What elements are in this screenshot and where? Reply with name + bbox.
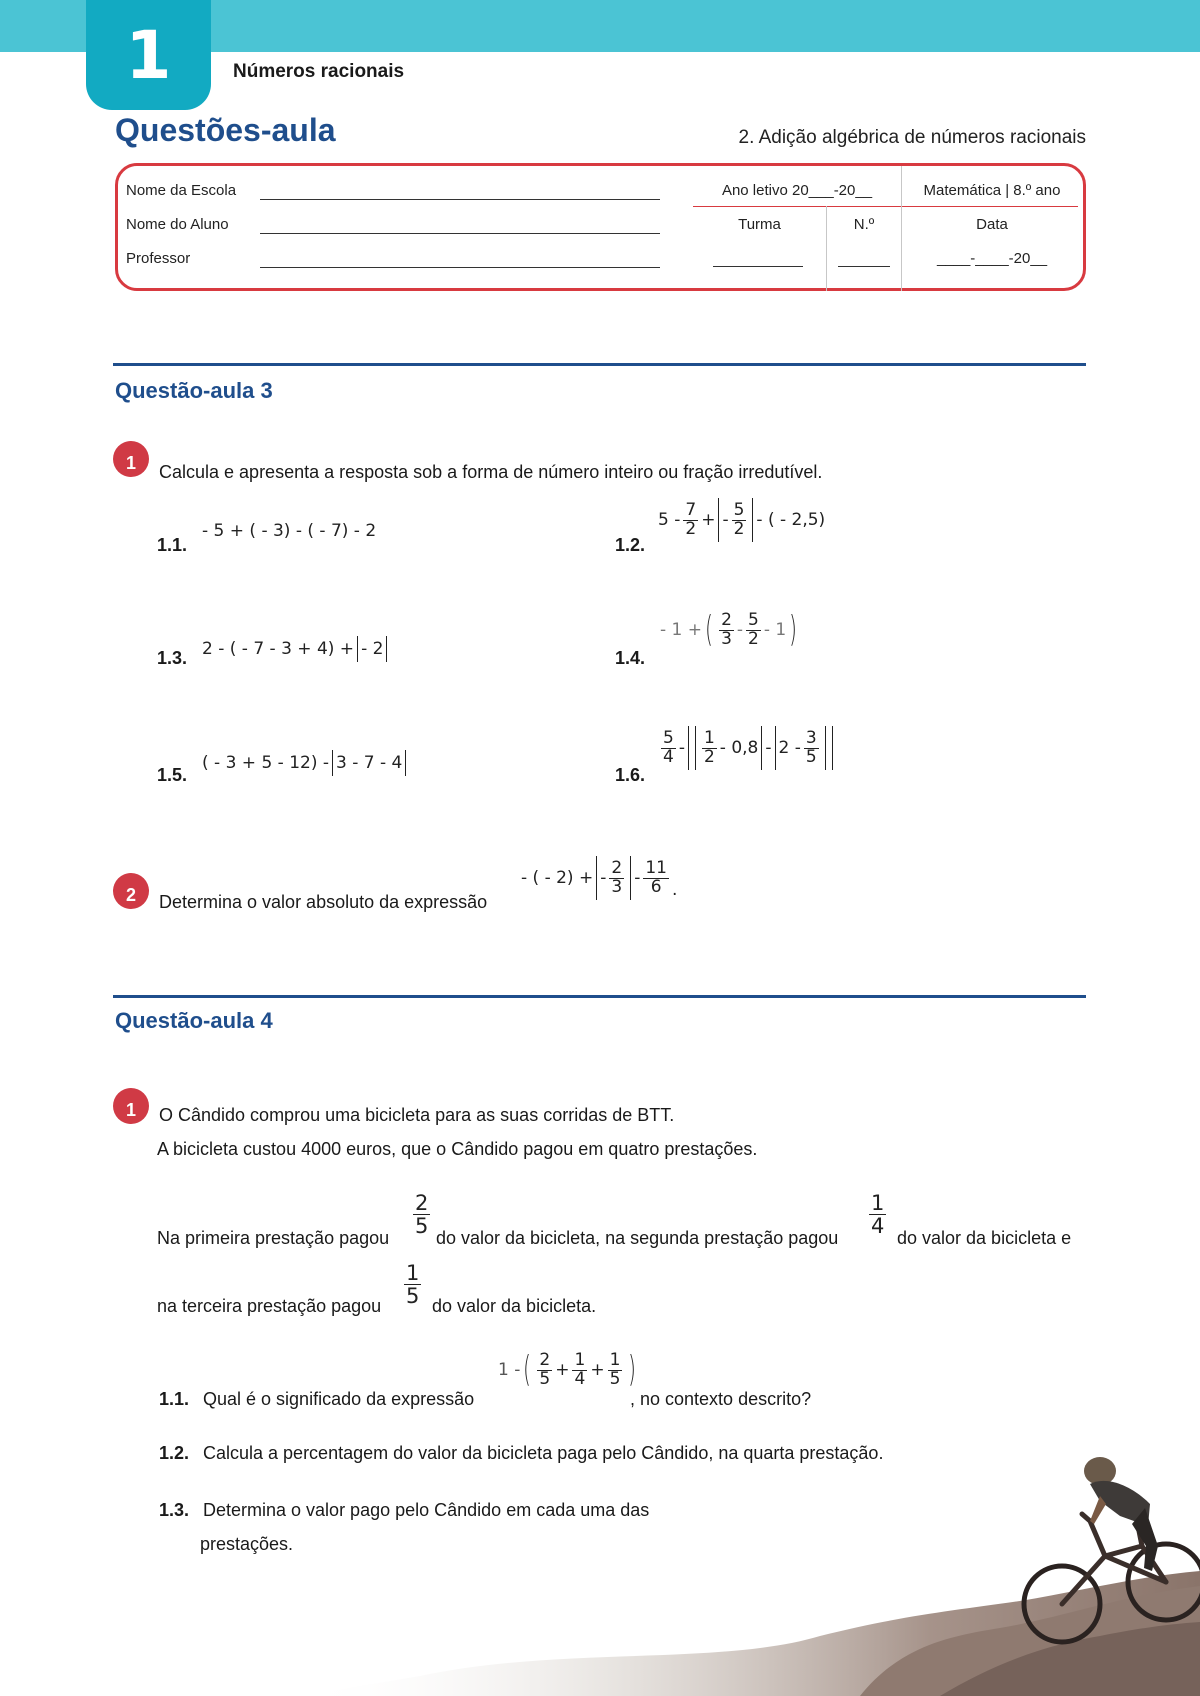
date-value[interactable]: ____-____-20__	[936, 250, 1048, 267]
problem-text: Na primeira prestação pagou	[157, 1228, 390, 1248]
item-text: , no contexto descrito?	[630, 1389, 812, 1409]
problem-text: A bicicleta custou 4000 euros, que o Cândido pagou em quatro prestações.	[157, 1139, 758, 1159]
teacher-line[interactable]	[260, 267, 660, 268]
item-text: prestações.	[200, 1534, 294, 1554]
problem-text: do valor da bicicleta e	[897, 1228, 1072, 1248]
problem-text: do valor da bicicleta.	[432, 1296, 597, 1316]
page-subtitle: 2. Adição algébrica de números racionais	[738, 127, 1086, 148]
item-text: Qual é o significado da expressão	[203, 1389, 475, 1409]
item-number: 1.1.	[159, 1389, 190, 1409]
math-expression	[202, 636, 390, 662]
page-title: Questões-aula	[115, 112, 336, 148]
section-rule	[113, 363, 1086, 366]
item-text: Calcula a percentagem do valor da bicicleta paga pelo Cândido, na quarta prestação.	[203, 1443, 884, 1463]
subject-label: Matemática | 8.º ano	[923, 182, 1061, 199]
math-expression: 1 - ( $\frac{2}{5}$ + $\frac{1}{4}$ + $\frac{1}{5}$ )	[498, 1349, 637, 1391]
math-part: ( - 3 + 5 - 12) -	[202, 753, 330, 773]
item-number: 1.5.	[157, 765, 188, 785]
student-line[interactable]	[260, 233, 660, 234]
math-part: - ( - 2) +	[521, 868, 594, 888]
section-title-q3: Questão-aula 3	[115, 378, 273, 403]
item-number: 1.3.	[157, 648, 188, 668]
exercise-bullet: 1	[113, 1088, 149, 1124]
problem-text: do valor da bicicleta, na segunda prestação pagou	[436, 1228, 839, 1248]
item-number: 1.2.	[615, 535, 646, 555]
student-label: Nome do Aluno	[126, 216, 229, 233]
item-number: 1.6.	[615, 765, 646, 785]
math-part: 3 - 7 - 4	[336, 753, 403, 773]
math-expression: 5 - $\frac{7}{2}$ + - $\frac{5}{2}$ - ( - 2,5)	[658, 498, 825, 542]
problem-text: O Cândido comprou uma bicicleta para as suas corridas de BTT.	[159, 1105, 675, 1125]
math-expression: - 1 + ( $\frac{2}{3}$ - $\frac{5}{2}$ - 1 )	[660, 609, 798, 651]
exercise-instruction: Determina o valor absoluto da expressão	[159, 892, 488, 912]
student-id-box	[115, 163, 1086, 291]
school-year: Ano letivo 20___-20__	[721, 182, 873, 199]
school-label: Nome da Escola	[126, 182, 237, 199]
exercise-instruction: Calcula e apresenta a resposta sob a forma de número inteiro ou fração irredutível.	[159, 462, 823, 482]
number-line[interactable]	[838, 266, 890, 267]
item-number: 1.3.	[159, 1500, 190, 1520]
fraction-one-fourth: $\frac{1}{4}$	[871, 1191, 885, 1239]
date-label: Data	[976, 216, 1008, 233]
chapter-name: Números racionais	[233, 61, 405, 82]
item-text: Determina o valor pago pelo Cândido em cada uma das	[203, 1500, 650, 1520]
item-number: 1.4.	[615, 648, 646, 668]
math-part: - 2	[361, 639, 384, 659]
math-part: 2 - ( - 7 - 3 + 4) +	[202, 639, 355, 659]
school-line[interactable]	[260, 199, 660, 200]
exercise-bullet: 2	[113, 873, 149, 909]
section-rule	[113, 995, 1086, 998]
divider	[693, 206, 1078, 207]
number-label: N.º	[853, 216, 875, 233]
math-part: .	[671, 880, 678, 900]
cyclist-illustration	[300, 1396, 1200, 1696]
math-expression: $\frac{5}{4}$ - $\frac{1}{2}$ - 0,8 - 2 - $\frac{3}{5}$	[658, 726, 836, 770]
teacher-label: Professor	[126, 250, 191, 267]
item-number: 1.2.	[159, 1443, 190, 1463]
math-expression: - ( - 2) + - $\frac{2}{3}$ - $\frac{11}{6}$ .	[521, 857, 678, 900]
fraction-two-fifths: $\frac{2}{5}$	[415, 1191, 429, 1239]
class-line[interactable]	[713, 266, 803, 267]
math-expression	[202, 750, 409, 776]
item-number: 1.1.	[157, 535, 188, 555]
exercise-bullet: 1	[113, 441, 149, 477]
chapter-number-tab: 1	[86, 0, 211, 110]
problem-text: na terceira prestação pagou	[157, 1296, 382, 1316]
fraction-one-fifth: $\frac{1}{5}$	[406, 1261, 420, 1309]
section-title-q4: Questão-aula 4	[115, 1008, 273, 1033]
math-expression: - 5 + ( - 3) - ( - 7) - 2	[202, 521, 377, 541]
class-label: Turma	[738, 216, 781, 233]
